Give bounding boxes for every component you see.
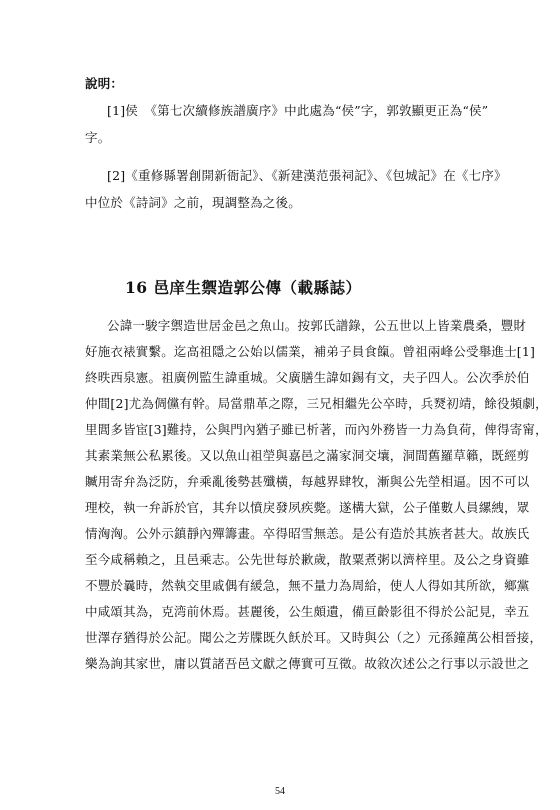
explanation-note-1-line-2: 字。 — [85, 130, 111, 145]
body-line-1: 公諱一駿字禦造世居金邑之魚山。按郭氏譜錄，公五世以上皆業農桑，豐財 — [107, 318, 527, 333]
explanation-note-2-line-2: 中位於《詩詞》之前，現調整為之後。 — [85, 195, 301, 210]
body-line-3: 終昳西泉憲。祖廣例監生諱重城。父廣膳生諱如錫有文，夫子四人。公次季於伯 — [85, 370, 530, 385]
body-line-14: 樂為詢其家世，庸以質諸吾邑文獻之傳實可互徵。故敘次述公之行事以示設世之 — [85, 656, 530, 671]
body-line-6: 其素業無公私累後。又以魚山祖塋與嘉邑之滿家洞交壤，洞間舊羅草籟，既經剪 — [85, 448, 530, 463]
section-heading: 16 邑庠生禦造郭公傳（載縣誌） — [125, 278, 362, 297]
body-line-9: 情洶洶。公外示鎮靜內殫籌畫。卒得昭雪無恙。是公有造於其族者甚大。故族氏 — [85, 526, 530, 541]
body-line-8: 理校，執一弁訴於官，其弁以憤戾發夙疾斃。遂構大獄，公子僅數人員縲絏，眾 — [85, 500, 530, 515]
explanation-note-2-line-1: [2]《重修縣署創開新衙記》、《新建漢范張祠記》、《包城記》在《七序》 — [107, 168, 507, 183]
body-line-11: 不豐於曩時，然執交里戚偶有緩急，無不量力為周給，使人人得如其所欲，鄉黨 — [85, 578, 530, 593]
page-number: 54 — [275, 786, 285, 797]
body-line-13: 世澤存猶得於公記。聞公之芳牒既久飫於耳。又時與公（之）元孫鐘萬公相晉接， — [85, 630, 543, 645]
body-line-12: 中咸頌其為，克湾前休焉。甚麗後，公生頗遺，備亘齡影徂不得於公記見，幸五 — [85, 604, 530, 619]
body-line-2: 好施衣裱實繫。迄高祖隱之公始以儒業，補弟子員食餼。曾祖兩峰公受舉進士[1] — [85, 344, 536, 359]
explanation-note-1-line-1: [1]侯 《第七次續修族譜廣序》中此處為“侯”字，郭敦顯更正為“侯” — [107, 103, 489, 118]
body-line-5: 里閭多皆宦[3]難持，公與門內猶子雖已析著，而內外務皆一力為負荷，俾得寄甯， — [85, 422, 548, 437]
body-line-4: 仲間[2]尤為倜儻有幹。局當鼎革之際，三兄相繼先公卒時，兵燹初靖，餘役頻劇， — [85, 396, 548, 411]
body-line-10: 至今咸稱賴之，且邑乘志。公先世每於歉歲，散粟煮粥以濟梓里。及公之身資雖 — [85, 552, 530, 567]
body-line-7: 贓用寄弁為泛防，弁乘亂後勢甚殲橫，每越界肆牧，漸與公先塋相逼。因不可以 — [85, 474, 530, 489]
explanation-title: 說明： — [85, 76, 124, 91]
